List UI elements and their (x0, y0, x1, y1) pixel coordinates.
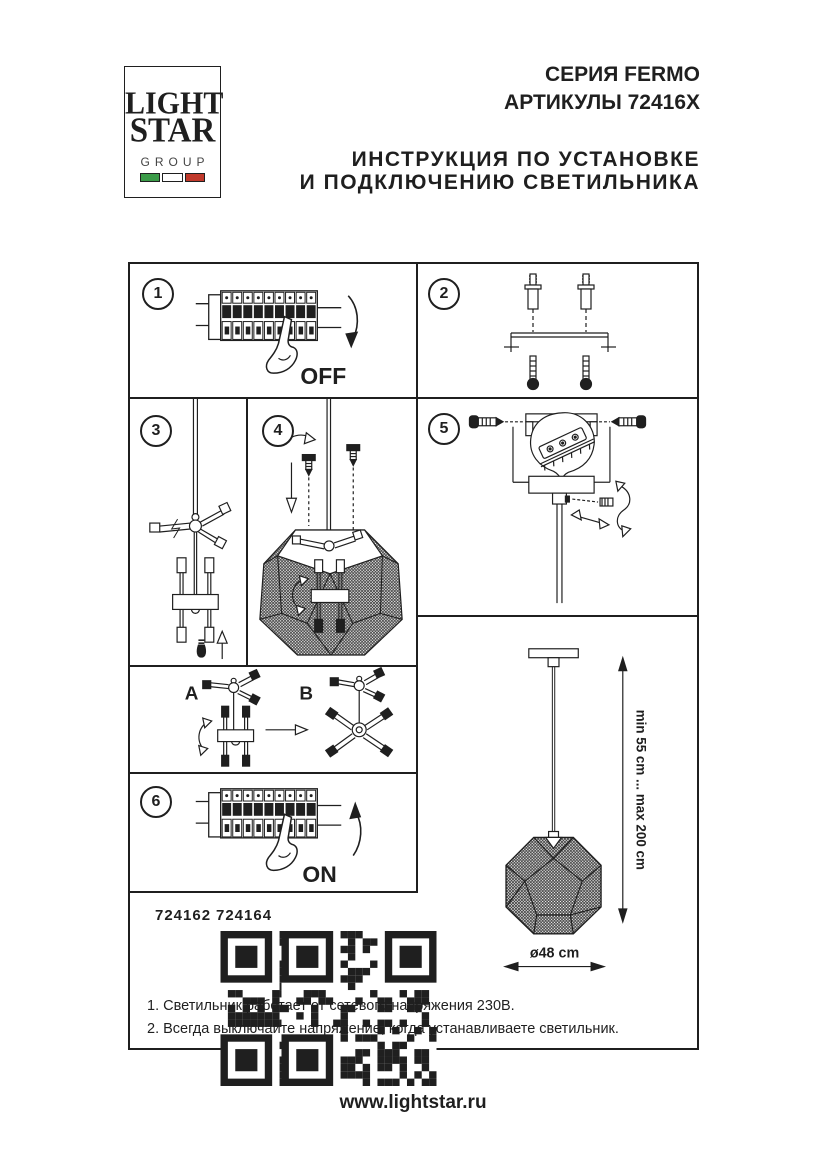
height-range-label: min 55 cm ... max 200 cm (633, 709, 649, 870)
screw-icon (347, 445, 360, 536)
italian-flag-icon (140, 173, 205, 182)
website-url: www.lightstar.ru (339, 1092, 487, 1113)
logo-text-star: STAR (129, 112, 216, 150)
variant-ab-panel (130, 667, 416, 772)
step-2-panel (418, 264, 697, 397)
logo-text-light: LIGHT (125, 86, 224, 121)
bulb-icon (197, 640, 205, 657)
flag-red (185, 173, 205, 182)
circuit-breaker-off-diagram (130, 264, 416, 397)
holder-position-variants-diagram (130, 667, 416, 772)
note-line: 2. Всегда выключайте напряжение, когда устанавливаете светильник. (147, 1021, 619, 1037)
product-code-2: 724164 (216, 907, 273, 924)
lightstar-logo (124, 66, 224, 198)
instruction-title-line2: И ПОДКЛЮЧЕНИЮ СВЕТИЛЬНИКА (299, 171, 700, 194)
pendant-overview-panel (418, 617, 697, 1048)
series-title: СЕРИЯ FERMO (544, 63, 700, 86)
mounting-hardware-diagram (418, 264, 697, 397)
screw-icon (469, 416, 523, 428)
instruction-title-line1: ИНСТРУКЦИЯ ПО УСТАНОВКЕ (351, 148, 700, 171)
step-3-panel (130, 399, 246, 665)
variant-a-label: A (184, 682, 199, 704)
product-code-1: 724162 (155, 907, 212, 924)
flag-green (140, 173, 160, 182)
diameter-dimension (505, 946, 604, 971)
arrow-down-icon (287, 463, 297, 513)
safety-notes (147, 995, 687, 1041)
step-number-badge: 4 (262, 415, 294, 447)
height-dimension (619, 658, 649, 922)
circuit-breaker-on-diagram (130, 774, 416, 891)
step-number-badge: 3 (140, 415, 172, 447)
step-number-badge: 1 (142, 278, 174, 310)
pendant-dimensions-diagram (418, 617, 697, 1048)
articles-title: АРТИКУЛЫ 72416X (504, 91, 700, 114)
logo-text-group: GROUP (140, 155, 210, 169)
step-1-panel (130, 264, 416, 397)
flag-white (162, 173, 182, 182)
step-6-panel (130, 774, 416, 891)
variant-b-label: B (299, 682, 314, 704)
step-number-badge: 5 (428, 413, 460, 445)
off-label: OFF (300, 363, 347, 390)
note-line: 1. Светильник работает от сетевого напряжения 230В. (147, 998, 515, 1014)
step-4-panel (248, 399, 416, 665)
step-number-badge: 2 (428, 278, 460, 310)
canopy-mounting-diagram (418, 399, 697, 615)
diameter-label: ø48 cm (529, 945, 580, 962)
screw-icon (599, 416, 646, 428)
step-number-badge: 6 (140, 786, 172, 818)
on-label: ON (302, 861, 337, 888)
arrow-up-icon (217, 631, 227, 659)
step-5-panel (418, 399, 697, 615)
diagram-grid (128, 262, 699, 1050)
arrow-up-icon (353, 813, 361, 855)
screw-icon (302, 455, 315, 526)
